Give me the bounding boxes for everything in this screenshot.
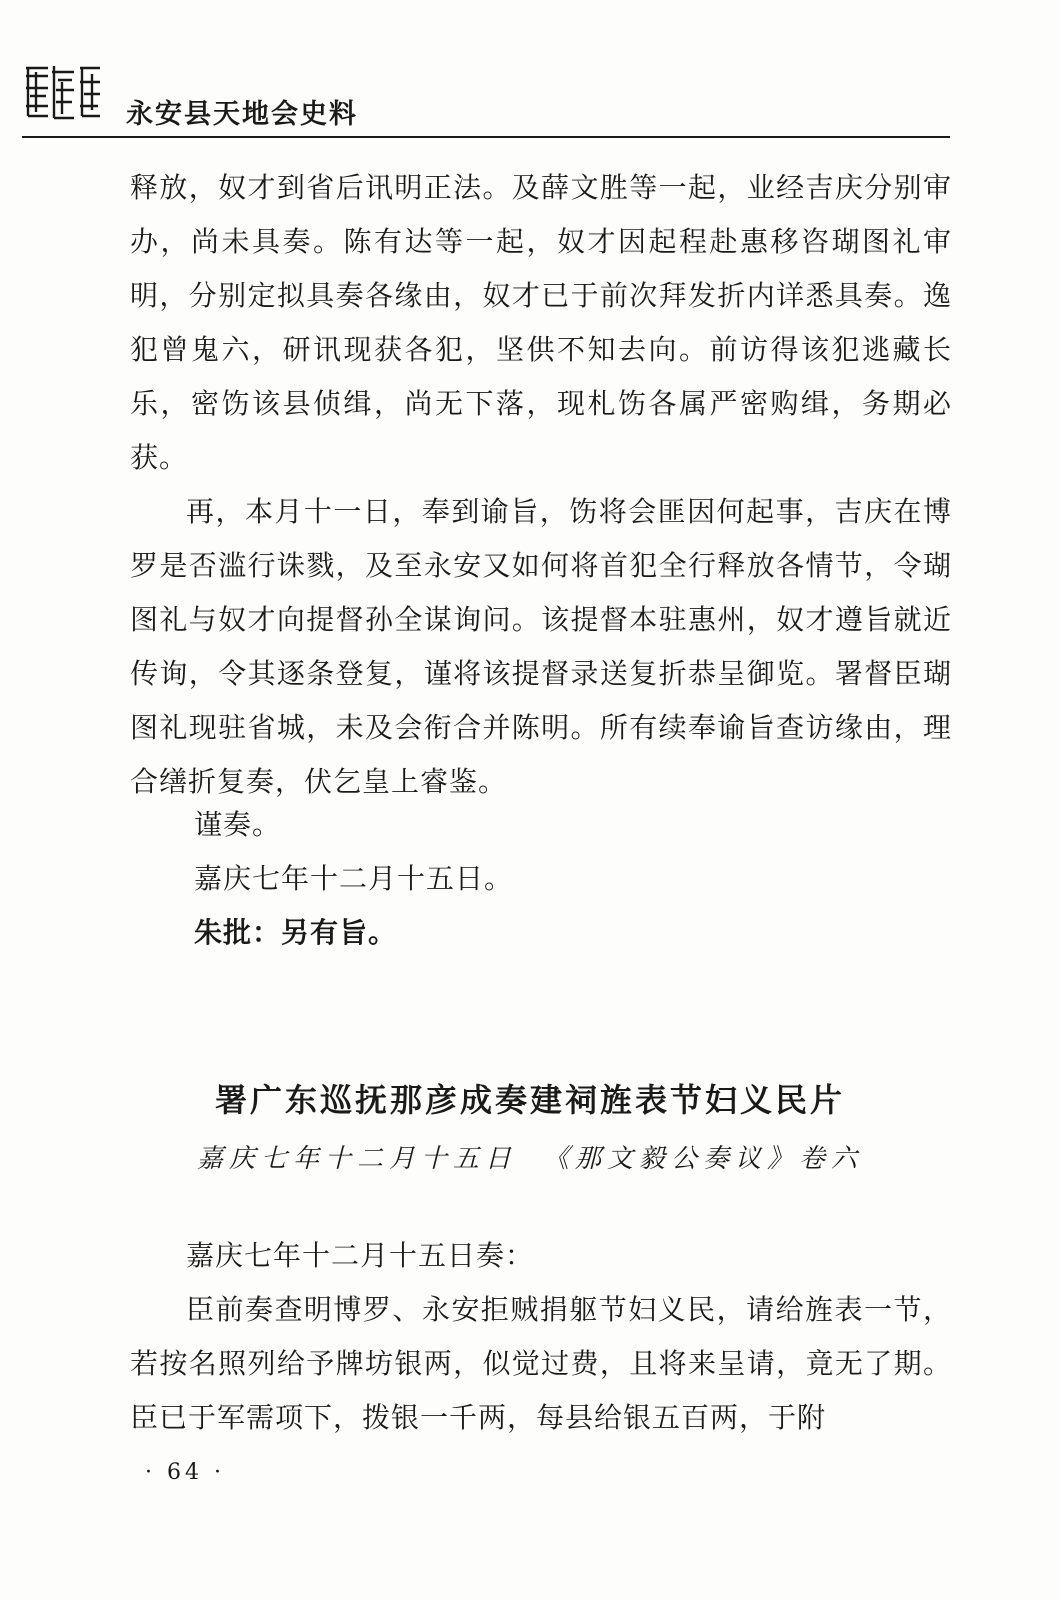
- page-number: · 64 ·: [145, 1460, 225, 1485]
- vermilion-endorsement: 朱批：另有旨。: [194, 916, 398, 949]
- header-rule: [22, 136, 950, 138]
- paragraph-text: 释放，奴才到省后讯明正法。及薛文胜等一起，业经吉庆分别审办，尚未具奏。陈有达等一起，奴才因起程赴惠移咨瑚图礼审明，分别定拟具奏各缘由，奴才已于前次拜发折内详悉具奏。逸犯曾鬼六，研讯现获各犯，坚供不知去向。前访得该犯逃藏长乐，密饬该县侦缉，尚无下落，现札饬各属严密购缉，务期必获。: [130, 171, 952, 474]
- closing-date: 嘉庆七年十二月十五日。: [194, 862, 514, 895]
- body-paragraph-1: [130, 161, 952, 485]
- document-text: 臣前奏查明博罗、永安拒贼捐躯节妇义民，请给旌表一节，若按名照列给予牌坊银两，似觉过费，且将来呈请，竟无了期。臣已于军需项下，拨银一千两，每县给银五百两，于附: [130, 1293, 952, 1434]
- document-source: 《那文毅公奏议》卷六: [543, 1144, 864, 1174]
- document-opening: 嘉庆七年十二月十五日奏：: [186, 1239, 535, 1272]
- document-date: 嘉庆七年十二月十五日: [196, 1144, 517, 1174]
- document-body: [130, 1229, 952, 1445]
- body-paragraph-2: [130, 485, 952, 809]
- closing-respectfully: 谨奏。: [194, 808, 282, 841]
- document-subtitle: [0, 1138, 1060, 1175]
- paragraph-text: 再，本月十一日，奉到谕旨，饬将会匪因何起事，吉庆在博罗是否滥行诛戮，及至永安又如何将首犯全行释放各情节，令瑚图礼与奴才向提督孙全谋询问。该提督本驻惠州，奴才遵旨就近传询，令其逐条登复，谨将该提督录送复折恭呈御览。署督臣瑚图礼现驻省城，未及会衔合并陈明。所有续奉谕旨查访缘由，理合缮折复奏，伏乞皇上睿鉴。: [130, 495, 952, 798]
- seal-logo: [22, 62, 104, 122]
- running-head: 永安县天地会史料: [126, 99, 358, 130]
- document-title: 署广东巡抚那彦成奏建祠旌表节妇义民片: [214, 1081, 845, 1119]
